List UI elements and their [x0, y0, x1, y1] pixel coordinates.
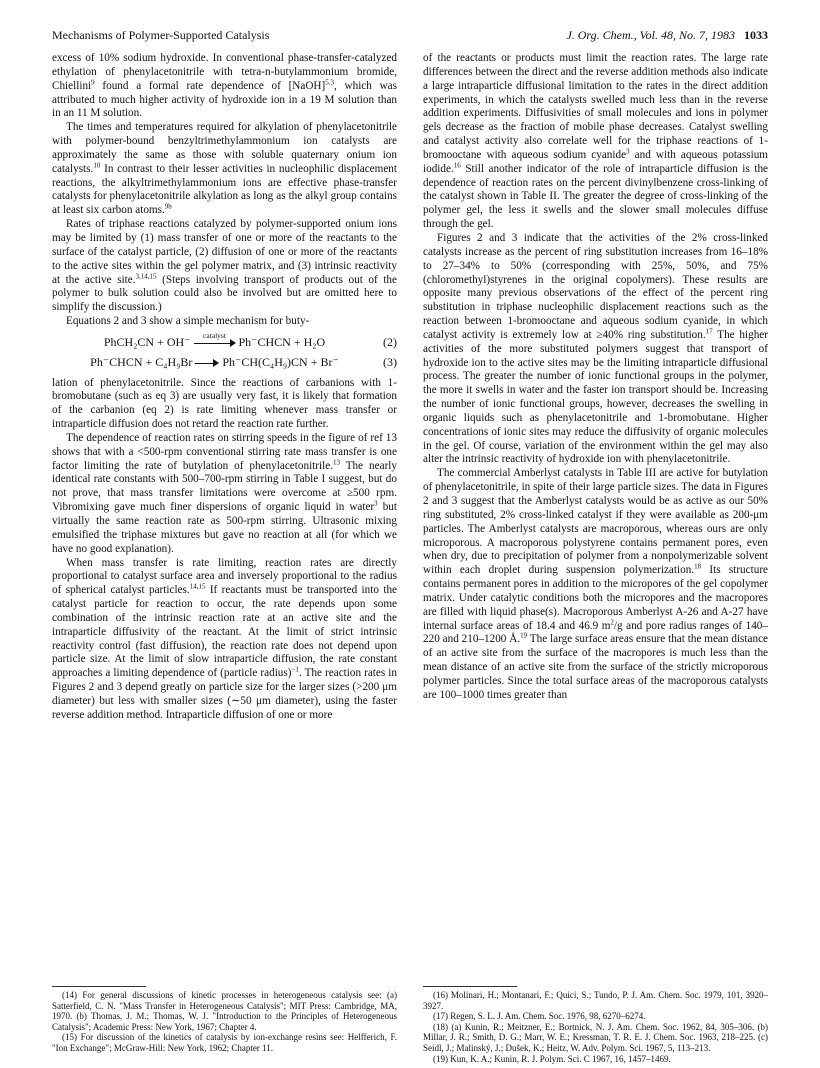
footnote-15: (15) For discussion of the kinetics of catalysis by ion-exchange resins see: Helfferich, F. "Ion Exchange"; McGraw-Hill: New York, 1962; Chapter 11.	[52, 1032, 397, 1053]
journal-name: J. Org. Chem.	[566, 28, 634, 42]
equation-2: PhCH₂CN + OH⁻ catalyst Ph⁻CHCN + H₂O (2)	[103, 331, 397, 349]
reaction-arrow-icon	[194, 331, 236, 348]
running-title: Mechanisms of Polymer-Supported Catalysis	[52, 28, 270, 42]
paragraph: lation of phenylacetonitrile. Since the reactions of carbanions with 1-bromobutane (such as eq 3) are usually very fast, it is likely that formation of the carbanion (eq 2) is rate limiting whenever mass transfer or intraparticle diffusion does not retard the reaction rate further.	[52, 376, 397, 431]
paragraph: The times and temperatures required for alkylation of phenylacetonitrile with polymer-bound benzyltrimethylammonium ion catalysts are approximately the same as those with soluble quaternary onium ion catalysts.$^{10}$ In contrast to their lesser activities in nucleophilic displacement reactions, the alkyltrimethylammonium ions are effective phase-transfer catalysts for phenylacetonitrile alkylation as long as the alkyl group contains at least six carbon atoms.$^{9b}$	[52, 121, 397, 217]
paragraph: Rates of triphase reactions catalyzed by polymer-supported onium ions may be limited by (1) mass transfer of one or more of the reactants to the surface of the catalyst particle, (2) diffusion of one or more of the reactants to the active sites within the gel polymer matrix, and (3) intrinsic reactivity at the active site.$^{3,14,15}$ (Steps involving transport of products out of the polymer to bulk solution could also be involved but are omitted here to simplify the discussion.)	[52, 218, 397, 314]
left-column	[52, 52, 397, 723]
page-header	[52, 28, 768, 46]
reaction-arrow-icon	[195, 358, 219, 368]
paragraph: The commercial Amberlyst catalysts in Table III are active for butylation of phenylacetonitrile, in spite of their large particle sizes. The data in Figures 2 and 3 suggest that the Amberlyst catalysts would be as active as our 50% ring substituted, 2% cross-linked catalyst if they were available as 200-μm particles. The Amberlyst catalysts are macroporous, whereas ours are only microporous. A macroporous polystyrene contains permanent pores, even when dry, due to precipitation of polymer from a nonpolymerizable solvent within each droplet during suspension polymerization.$^{18}$ Its structure contains permanent pores in addition to the micropores of the gel copolymer matrix. Under catalytic conditions both the micropores and the macropores are filled with liquid phase(s). Macroporous Amberlyst A-26 and A-27 have internal surface areas of 18.4 and 46.9 $m^2/g$ and pore radius ranges of 140–220 and 210–1200 Å.$^{19}$ The large surface areas ensure that the mean distance of an active site from the surface of the macropores is much less than the mean distance of an active site from the surface of the strictly microporous polymer particles. Since the total surface areas of the macroporous catalysts are 100–1000 times greater than	[423, 467, 769, 701]
paragraph: The dependence of reaction rates on stirring speeds in the figure of ref 13 shows that with a <500-rpm conventional stirring rate mass transfer is one factor limiting the rate of butylation of phenylacetonitrile.$^{13}$ The nearly identical rate constants with 500–700-rpm stirring in Table I suggest, but do not prove, that mass transfer limitations were overcome at ≥500 rpm. Vibromixing gave much finer dispersions of organic liquid in water$^3$ but virtually the same reaction rate as 500-rpm stirring. Ultrasonic mixing emulsified the triphase mixtures but gave no reaction at all (for which we have no good explanation).	[52, 431, 397, 555]
footnote-divider	[423, 986, 517, 987]
footnote-19: (19) Kun, K. A.; Kunin, R. J. Polym. Sci. C 1967, 16, 1457–1469.	[433, 1053, 671, 1064]
paragraph: Equations 2 and 3 show a simple mechanism for buty-	[66, 315, 310, 328]
footnote-16: (16) Molinari, H.; Montanari, F.; Quici, S.; Tundo, P. J. Am. Chem. Soc. 1979, 101, 3920–3927.	[423, 990, 768, 1011]
footnotes-left	[52, 990, 397, 1054]
footnote-14: (14) For general discussions of kinetic processes in heterogeneous catalysis see: (a) Satterfield, C. N. "Mass Transfer in Heterogeneous Catalysis"; MIT Press: Cambridge, MA, 1970. (b) Thomas, J. M.; Thomas, W. J. "Introduction to the Principles of Heterogeneous Catalysis"; Academic Press: New York, 1967; Chapter 4.	[52, 990, 397, 1032]
footnote-17: (17) Regen, S. L. J. Am. Chem. Soc. 1976, 98, 6270–6274.	[433, 1011, 646, 1022]
equation-number: (3)	[383, 354, 397, 369]
right-column	[423, 52, 768, 703]
footnote-18: (18) (a) Kunin, R.; Meitzner, E.; Bortnick, N. J. Am. Chem. Soc. 1962, 84, 305–306. (b) Millar, J. R.; Smith, D. G.; Marr, W. E.; Kressman, T. R. E. J. Chem. Soc. 1963, 218–225. (c) Seidl, J.; Malinský, J.; Dušek, K.; Heitz, W. Adv. Polym. Sci. 1967, 5, 113–213.	[423, 1021, 768, 1053]
paragraph: Figures 2 and 3 indicate that the activities of the 2% cross-linked catalysts increase as the percent of ring substitution increases from 16–18% to 27–34% to 50% (corresponding with 25%, 50%, and 75% (chloromethyl)styrenes in the original copolymers). These results are opposite many previous observations of the effect of the percent ring substitution in triphase nucleophilic displacement reactions such as the reaction between 1-bromooctane and aqueous sodium cyanide, in which catalyst activity is extremely low at ≥40% ring substitution.$^{17}$ The higher activities of the more substituted polymers suggest that transport of hydroxide ion to the active sites may be the limiting intraparticle diffusional process. The greater the number of ionic functional groups in the polymer, the more it swells in water and the faster ion transport should be. Increasing the number of ionic functional groups, however, decreases the swelling in organic liquids such as phenylacetonitrile and 1-bromobutane. Higher concentrations of ionic sites may reduce the diffusivity of organic molecules in the gel. Of course, variation of the environment within the gel may also alter the intrinsic reactivity of hydroxide ion with phenylacetonitrile.	[423, 231, 768, 466]
paragraph: of the reactants or products must limit the reaction rates. The large rate differences between the direct and the reverse addition methods also indicate a large intraparticle diffusional limitation to the rates in the direct addition experiments, in which the catalysts swelled much less than in the reverse addition experiments. Diffusivities of small molecules and ions in polymer gels decrease as the fraction of mobile phase decreases. Catalyst swelling and catalyst activity also correlate well for the triphase reactions of 1-bromooctane with aqueous sodium cyanide$^3$ and with aqueous potassium iodide.$^{16}$ Still another indicator of the role of intraparticle diffusion is the dependence of reaction rates on the percent divinylbenzene cross-linking of the catalyst shown in Table II. The greater the degree of cross-linking of the polymer gel, the less it swells and the slower small molecules diffuse through the gel.	[423, 52, 769, 231]
footnote-divider	[52, 986, 146, 987]
page-number: 1033	[744, 28, 768, 42]
equation-3: Ph⁻CHCN + C₄H₉Br Ph⁻CH(C₄H₉)CN + Br⁻ (3)	[90, 354, 397, 369]
equations	[52, 331, 397, 370]
footnotes-right	[423, 990, 768, 1064]
paragraph: When mass transfer is rate limiting, reaction rates are directly proportional to catalyst surface area and inversely proportional to the radius of spherical catalyst particles.$^{14,15}$ If reactants must be transported into the catalyst particle for reaction to occur, the rate depends upon some combination of the intrinsic reaction rate at an active site and the intraparticle diffusivity of the reactant. At the limit of strict intrinsic reactivity control (fast diffusion), the reaction rate does not depend upon particle size. At the limit of slow intraparticle diffusion, the rate constant approaches a limiting dependence of (particle radius)$^{-1}$. The reaction rates in Figures 2 and 3 depend greatly on particle size for the larger sizes (>200 μm diameter) but less with smaller sizes (∼50 μm diameter), using the faster reverse addition method. Intraparticle diffusion of one or more	[52, 556, 398, 721]
paragraph: excess of 10% sodium hydroxide. In conventional phase-transfer-catalyzed ethylation of phenylacetonitrile with tetra-n-butylammonium bromide, Chiellini$^9$ found a formal rate dependence of [NaOH]$^{5.3}$, which was attributed to much higher activity of hydroxide ion in a 19 M solution than in an 11 M solution.	[52, 52, 397, 120]
volume-issue: , Vol. 48, No. 7, 1983	[633, 28, 735, 42]
journal-citation	[566, 28, 768, 43]
equation-number: (2)	[383, 334, 397, 349]
arrow-label: catalyst	[203, 331, 226, 341]
